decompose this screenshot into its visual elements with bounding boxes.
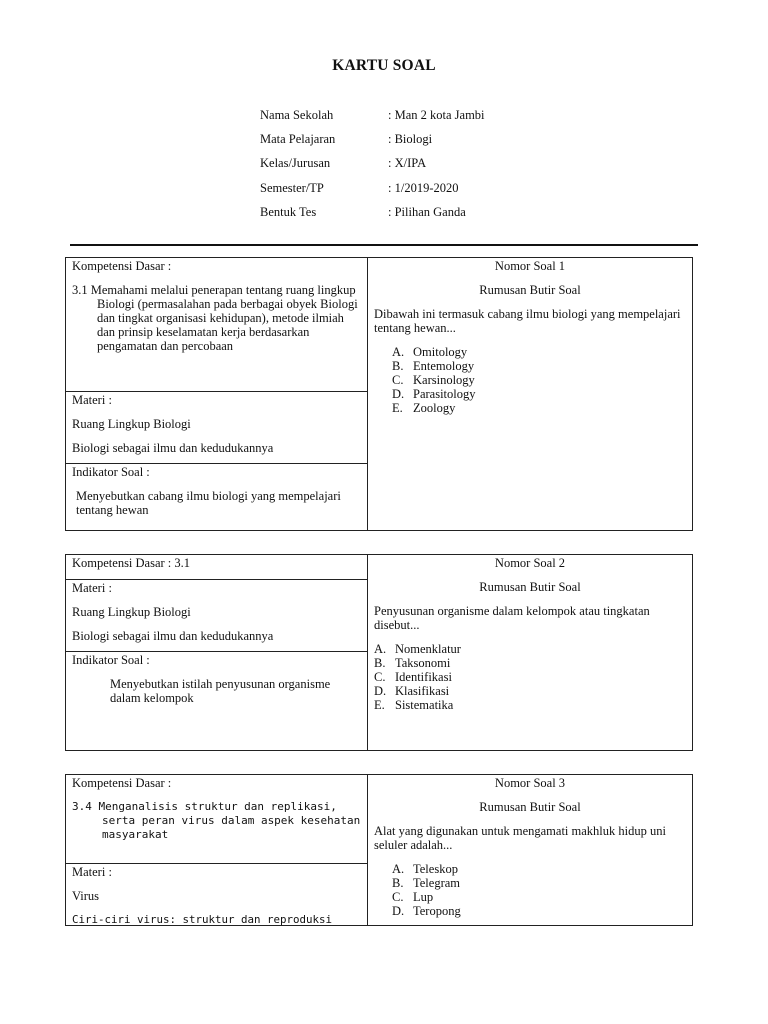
option-letter: A. (374, 642, 387, 656)
option-b (392, 359, 692, 373)
kd-label: Kompetensi Dasar : (72, 259, 172, 273)
rumusan-label: Rumusan Butir Soal (479, 580, 581, 594)
option-a (392, 862, 692, 876)
nomor-soal: Nomor Soal 2 (494, 556, 566, 570)
indikator-section (66, 463, 367, 530)
question-card-2 (65, 554, 693, 751)
materi-item: Ruang Lingkup Biologi (72, 417, 191, 431)
meta-label: Nama Sekolah (260, 108, 334, 122)
option-text: Identifikasi (395, 670, 452, 684)
option-d (374, 684, 692, 698)
card-left-column (66, 775, 368, 925)
kd-label: Kompetensi Dasar : 3.1 (72, 556, 191, 570)
meta-row-subject (260, 132, 485, 156)
indikator-label: Indikator Soal : (72, 465, 150, 479)
kd-label: Kompetensi Dasar : (72, 776, 172, 790)
card-right-column (368, 775, 692, 925)
materi-label: Materi : (72, 581, 112, 595)
option-letter: E. (374, 698, 385, 712)
answer-options (368, 345, 692, 415)
option-text: Zoology (413, 401, 456, 415)
indikator-text: Menyebutkan istilah penyusunan organisme dalam kelompok (110, 677, 331, 705)
meta-value: : Man 2 kota Jambi (388, 108, 485, 122)
rumusan-label: Rumusan Butir Soal (479, 800, 581, 814)
meta-value: : X/IPA (388, 156, 427, 171)
option-d (392, 904, 692, 918)
option-text: Parasitology (413, 387, 476, 401)
card-right-column (368, 258, 692, 530)
document-title: KARTU SOAL (332, 57, 436, 74)
header-divider (70, 244, 698, 246)
materi-label: Materi : (72, 865, 112, 879)
card-right-column (368, 555, 692, 750)
meta-row-school (260, 108, 485, 132)
option-letter: C. (392, 373, 404, 387)
option-letter: B. (392, 359, 404, 373)
meta-value: : Biologi (388, 132, 433, 147)
materi-section (66, 863, 367, 925)
option-a (392, 345, 692, 359)
kompetensi-dasar-section (66, 258, 367, 391)
materi-label: Materi : (72, 393, 112, 407)
option-letter: B. (374, 656, 386, 670)
option-letter: A. (392, 345, 405, 359)
option-letter: D. (374, 684, 387, 698)
option-letter: D. (392, 387, 405, 401)
meta-label: Kelas/Jurusan (260, 156, 331, 171)
question-text: Dibawah ini termasuk cabang ilmu biologi yang mempelajari tentang hewan... (374, 307, 681, 335)
card-left-column (66, 258, 368, 530)
option-letter: C. (392, 890, 404, 904)
option-c (392, 373, 692, 387)
option-text: Nomenklatur (395, 642, 461, 656)
card-left-column (66, 555, 368, 750)
option-text: Sistematika (395, 698, 454, 712)
option-letter: C. (374, 670, 386, 684)
materi-item: Ciri-ciri virus: struktur dan reproduksi (72, 913, 333, 926)
question-card-1 (65, 257, 693, 531)
meta-label: Semester/TP (260, 180, 324, 195)
option-text: Karsinology (413, 373, 475, 387)
option-text: Taksonomi (395, 656, 451, 670)
option-text: Teropong (413, 904, 461, 918)
meta-row-class (260, 156, 485, 180)
question-card-3 (65, 774, 693, 926)
kd-text: 3.4 Menganalisis struktur dan replikasi, serta peran virus dalam aspek kesehatan masyarakat (72, 800, 361, 841)
option-b (392, 876, 692, 890)
question-text: Alat yang digunakan untuk mengamati makhluk hidup uni seluler adalah... (374, 824, 666, 852)
option-text: Omitology (413, 345, 468, 359)
meta-value: : Pilihan Ganda (388, 204, 466, 219)
meta-label: Mata Pelajaran (260, 132, 336, 147)
document-meta (260, 108, 485, 229)
option-e (374, 698, 692, 712)
question-text: Penyusunan organisme dalam kelompok atau tingkatan disebut... (374, 604, 650, 632)
option-letter: D. (392, 904, 405, 918)
option-text: Entemology (413, 359, 475, 373)
meta-value: : 1/2019-2020 (388, 180, 459, 195)
indikator-label: Indikator Soal : (72, 653, 150, 667)
meta-row-semester (260, 181, 485, 205)
option-letter: B. (392, 876, 404, 890)
kd-text: 3.1 Memahami melalui penerapan tentang ruang lingkup Biologi (permasalahan pada berbagai obyek Biologi dan tingkat organisasi kehidupan), metode ilmiah dan prinsip keselamatan kerja berdasarkan pengamatan dan percobaan (72, 283, 358, 353)
rumusan-label: Rumusan Butir Soal (479, 283, 581, 297)
option-letter: E. (392, 401, 403, 415)
nomor-soal: Nomor Soal 3 (494, 776, 566, 790)
meta-row-test-type (260, 205, 485, 229)
option-b (374, 656, 692, 670)
materi-item: Ruang Lingkup Biologi (72, 605, 191, 619)
materi-section (66, 579, 367, 651)
option-text: Klasifikasi (395, 684, 450, 698)
option-e (392, 401, 692, 415)
nomor-soal: Nomor Soal 1 (494, 259, 566, 273)
materi-item: Biologi sebagai ilmu dan kedudukannya (72, 441, 274, 455)
option-letter: A. (392, 862, 405, 876)
option-text: Teleskop (413, 862, 458, 876)
materi-item: Virus (72, 889, 100, 903)
answer-options (368, 862, 692, 918)
indikator-section (66, 651, 367, 750)
materi-item: Biologi sebagai ilmu dan kedudukannya (72, 629, 274, 643)
indikator-text: Menyebutkan cabang ilmu biologi yang mempelajari tentang hewan (76, 489, 341, 517)
option-a (374, 642, 692, 656)
materi-section (66, 391, 367, 463)
meta-label: Bentuk Tes (260, 204, 317, 219)
kompetensi-dasar-section (66, 775, 367, 863)
option-text: Telegram (413, 876, 461, 890)
answer-options (368, 642, 692, 712)
option-d (392, 387, 692, 401)
option-text: Lup (413, 890, 434, 904)
option-c (392, 890, 692, 904)
kompetensi-dasar-section (66, 555, 367, 579)
option-c (374, 670, 692, 684)
